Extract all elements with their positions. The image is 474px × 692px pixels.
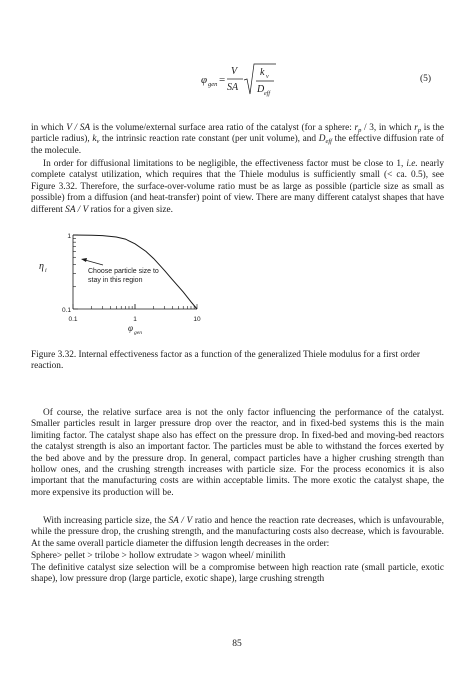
x-axis-label: φ — [128, 323, 133, 333]
eq-phi-sub: gen — [208, 81, 218, 88]
annotation-arrowhead — [81, 258, 87, 262]
effectiveness-factor-chart — [31, 225, 221, 340]
eq-frac-num: V — [231, 66, 238, 77]
x-tick-label-1: 1 — [133, 316, 137, 323]
annotation-line-2: stay in this region — [88, 277, 143, 284]
y-tick-label-0-1: 0.1 — [61, 307, 71, 314]
eq-sqrt-den-sub: eff — [264, 91, 270, 97]
equation-5 — [0, 58, 474, 108]
annotation-line-1: Choose particle size to — [88, 268, 159, 275]
paragraph-diffusion-limitations: In order for diffusional limitations to be negligible, the effectiveness factor must be close to 1, i.e. nearly complete catalyst utilization, which requires that the Thiele modulus is sufficiently small (< ca. 0.5), see Figure 3.32. Therefore, the surface-over-volume ratio must be as large as possible (particle size as small as possible) from a diffusion (and heat-transfer) point of view. There are many different catalyst shapes that have different SA / V ratios for a given size. — [31, 159, 444, 215]
equation-number: (5) — [420, 74, 432, 84]
x-axis-ticks — [73, 304, 197, 309]
paragraph-performance-factors: Of course, the relative surface area is not the only factor influencing the performance of the catalyst. Smaller particles result in larger pressure drop over the reactor, and in fixed-bed systems this is the main limiting factor. The catalyst shape also has effect on the pressure drop. In fixed-bed and moving-bed reactors the catalyst strength is also an important factor. The particles must be able to withstand the forces exerted by the bed above and by the pressure drop. In general, compact particles have a higher crushing strength than hollow ones, and the crushing strength increases with particle size. For the process economics it is also important that the manufacturing costs are within acceptable limits. The more exotic the catalyst shape, the more expensive its production will be. — [31, 408, 444, 498]
y-axis-ticks — [73, 235, 78, 309]
figure-caption: Figure 3.32. Internal effectiveness factor as a function of the generalized Thiele modulus for a first order reaction. — [31, 350, 420, 372]
paragraph-definitions: in which V / SA is the volume/external surface area ratio of the catalyst (for a sphere: $r_p / 3$, in which $r_p$ is the particle radius), $k_v$ the intrinsic reaction rate constant (per unit volume), and $D_{eff}$ the effective diffusion rate of the molecule. — [31, 123, 444, 156]
page-number: 85 — [232, 639, 242, 649]
paragraph-particle-size: With increasing particle size, the SA / V ratio and hence the reaction rate decreases, which is unfavourable, while the pressure drop, the crushing strength, and the manufacturing costs also decrease, which is favourable. At the same overall particle diameter the diffusion length decreases in the order: — [31, 516, 444, 549]
x-tick-label-10: 10 — [193, 316, 201, 323]
x-axis-label-sub: gen — [134, 330, 142, 336]
shape-order-line: Sphere> pellet > trilobe > hollow extrudate > wagon wheel/ minilith — [31, 551, 286, 561]
eq-sqrt-num-sub: v — [266, 74, 269, 80]
eq-sqrt-num: k — [260, 67, 265, 78]
eq-sqrt-den: D — [257, 84, 265, 95]
eq-phi: φ — [201, 74, 208, 86]
eq-frac-den: SA — [227, 82, 239, 93]
x-tick-label-0-1: 0.1 — [68, 316, 78, 323]
thiele-modulus-equation — [0, 58, 474, 108]
y-tick-label-1: 1 — [67, 233, 71, 240]
paragraph-size-selection: The definitive catalyst size selection will be a compromise between high reaction rate (small particle, exotic shape), low pressure drop (large particle, exotic shape), large crushing strength — [31, 563, 444, 585]
figure-3-32 — [31, 225, 221, 340]
eq-equals: = — [219, 74, 226, 86]
annotation-arrow — [85, 260, 103, 265]
y-axis-label-sub: i — [45, 268, 47, 274]
y-axis-label: η — [39, 261, 44, 272]
